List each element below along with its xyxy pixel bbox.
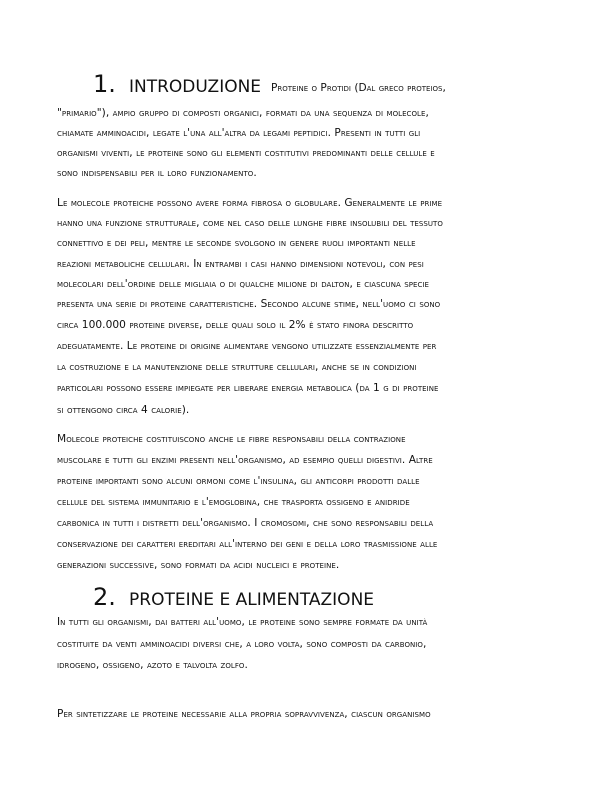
section-1-number: 1. [93, 70, 116, 98]
text-line: connettivo e dei peli, mentre le seconde svolgono in genere ruoli importanti nelle [57, 237, 416, 249]
section-2-title: PROTEINE E ALIMENTAZIONE [129, 590, 375, 610]
text-line: presenta una serie di proteine caratteristiche. Secondo alcune stime, nell'uomo ci sono [57, 298, 441, 310]
text-line: Molecole proteiche costituiscono anche le fibre responsabili della contrazione [57, 433, 406, 445]
text-line: carbonica in tutti i distretti dell'organismo. I cromosomi, che sono responsabili della [57, 517, 434, 529]
section-2-number: 2. [93, 583, 116, 611]
text-line: muscolare e tutti gli enzimi presenti nell'organismo, ad esempio quelli digestivi. Altre [57, 454, 433, 466]
text-line: organismi viventi, le proteine sono gli elementi costitutivi predominanti delle cellule e [57, 147, 435, 159]
text-line: conservazione dei caratteri ereditari all'interno dei geni e della loro trasmissione alle [57, 538, 438, 550]
text-line: idrogeno, ossigeno, azoto e talvolta zolfo. [57, 659, 248, 671]
text-line: chiamate amminoacidi, legate l'una all'altra da legami peptidici. Presenti in tutti gli [57, 127, 421, 139]
text-line: adeguatamente. Le proteine di origine alimentare vengono utilizzate essenzialmente per [57, 340, 437, 352]
text-line: la costruzione e la manutenzione delle strutture cellulari, anche se in condizioni [57, 361, 417, 373]
text-line: costituite da venti amminoacidi diversi che, a loro volta, sono composti da carbonio, [57, 638, 427, 650]
text-line: hanno una funzione strutturale, come nel caso delle lunghe fibre insolubili del tessuto [57, 217, 443, 229]
section-1-title: INTRODUZIONE [129, 77, 262, 97]
text-line: circa 100.000 proteine diverse, delle quali solo il 2% è stato finora descritto [57, 319, 414, 331]
text-line: sono indispensabili per il loro funzionamento. [57, 167, 257, 179]
text-line: "primario"), ampio gruppo di composti organici, formati da una sequenza di molecole, [57, 107, 429, 119]
text-line: generazioni successive, sono formati da acidi nucleici e proteine. [57, 559, 340, 571]
text-line: reazioni metaboliche cellulari. In entrambi i casi hanno dimensioni notevoli, con pesi [57, 258, 424, 270]
section-1-lead-text: Proteine o Protidi (Dal greco proteios, [271, 82, 446, 94]
text-line: si ottengono circa 4 calorie). [57, 404, 190, 416]
text-line: Le molecole proteiche possono avere forma fibrosa o globulare. Generalmente le prime [57, 197, 443, 209]
text-line: In tutti gli organismi, dai batteri all'uomo, le proteine sono sempre formate da unità [57, 616, 428, 628]
text-line: particolari possono essere impiegate per liberare energia metabolica (da 1 g di proteine [57, 382, 439, 394]
text-line: proteine importanti sono alcuni ormoni come l'insulina, gli anticorpi prodotti dalle [57, 475, 420, 487]
text-line: Per sintetizzare le proteine necessarie alla propria sopravvivenza, ciascun organismo [57, 708, 431, 720]
text-line: cellule del sistema immunitario e l'emoglobina, che trasporta ossigeno e anidride [57, 496, 410, 508]
text-line: molecolari dell'ordine delle migliaia o di qualche milione di dalton, e ciascuna specie [57, 278, 430, 290]
